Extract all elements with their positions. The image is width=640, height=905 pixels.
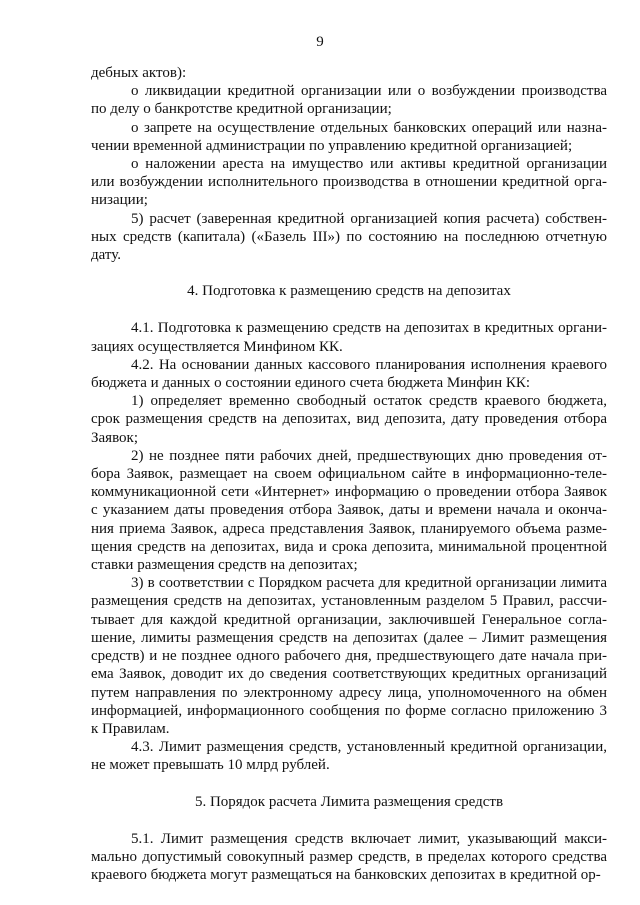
paragraph-4-2-item-1: 1) определяет временно свободный остаток средств краевого бюджета, срок размещения средств на депозитах, вид депозита, дату проведения отбора Заявок; [91,393,607,446]
section-5-heading: 5. Порядок расчета Лимита размещения средств [194,793,504,810]
paragraph-5-1: 5.1. Лимит размещения средств включает лимит, указывающий максимально допустимый совокупный размер средств, в пределах которого средства краевого бюджета могут размещаться на банковских депозитах в кредитной ор- [91,830,607,884]
spacer [91,300,607,319]
paragraph-prohibition: о запрете на осуществление отдельных банковских операций или назначении временной администрации по управлению кредитной организацией; [91,119,607,154]
paragraph-4-2-item-2: 2) не позднее пяти рабочих дней, предшествующих дню проведения отбора Заявок, размещает на своем официальном сайте в информационно-телекоммуникационной сети «Интернет» информацию о проведении отбора Заявок с указанием даты проведения отбора Заявок, даты и времени начала и окончания приема Заявок, адреса представления Заявок, планируемого объема размещения средств на депозитах, вида и срока депозита, минимальной процентной ставки размещения средств на депозитах; [91,447,607,574]
paragraph-4-3: 4.3. Лимит размещения средств, установленный кредитной организации, не может превышать 10 млрд рублей. [91,739,607,774]
document-body [91,64,607,884]
section-4-heading: 4. Подготовка к размещению средств на депозитах [187,283,511,300]
paragraph-arrest: о наложении ареста на имущество или активы кредитной организации или возбуждении исполнительного производства в отношении кредитной организации; [91,156,607,209]
paragraph-4-1: 4.1. Подготовка к размещению средств на депозитах в кредитных организациях осуществляется Минфином КК. [91,320,607,355]
spacer [91,775,607,793]
paragraph-liquidation: о ликвидации кредитной организации или о возбуждении производства по делу о банкротстве кредитной организации; [91,83,607,118]
spacer [91,264,607,282]
paragraph-capital-calculation: 5) расчет (заверенная кредитной организацией копия расчета) собственных средств (капитала) («Базель III») по состоянию на последнюю отчетную дату. [91,210,607,264]
paragraph-4-2: 4.2. На основании данных кассового планирования исполнения краевого бюджета и данных о состоянии единого счета бюджета Минфин КК: [91,356,607,392]
page-number: 9 [316,34,324,50]
spacer [91,811,607,830]
paragraph-continuation: дебных актов): [91,65,187,81]
paragraph-4-2-item-3: 3) в соответствии с Порядком расчета для кредитной организации лимита размещения средств на депозитах, установленным разделом 5 Правил, рассчитывает для каждой кредитной организации, заключившей Генеральное соглашение, лимиты размещения средств на депозитах (далее – Лимит размещения средств) и не позднее одного рабочего дня, предшествующего дате начала приема Заявок, доводит их до сведения соответствующих кредитных организаций путем направления по электронному адресу лица, уполномоченного на обмен информацией, информационного сообщения по форме согласно приложению 3 к Правилам. [91,575,607,737]
